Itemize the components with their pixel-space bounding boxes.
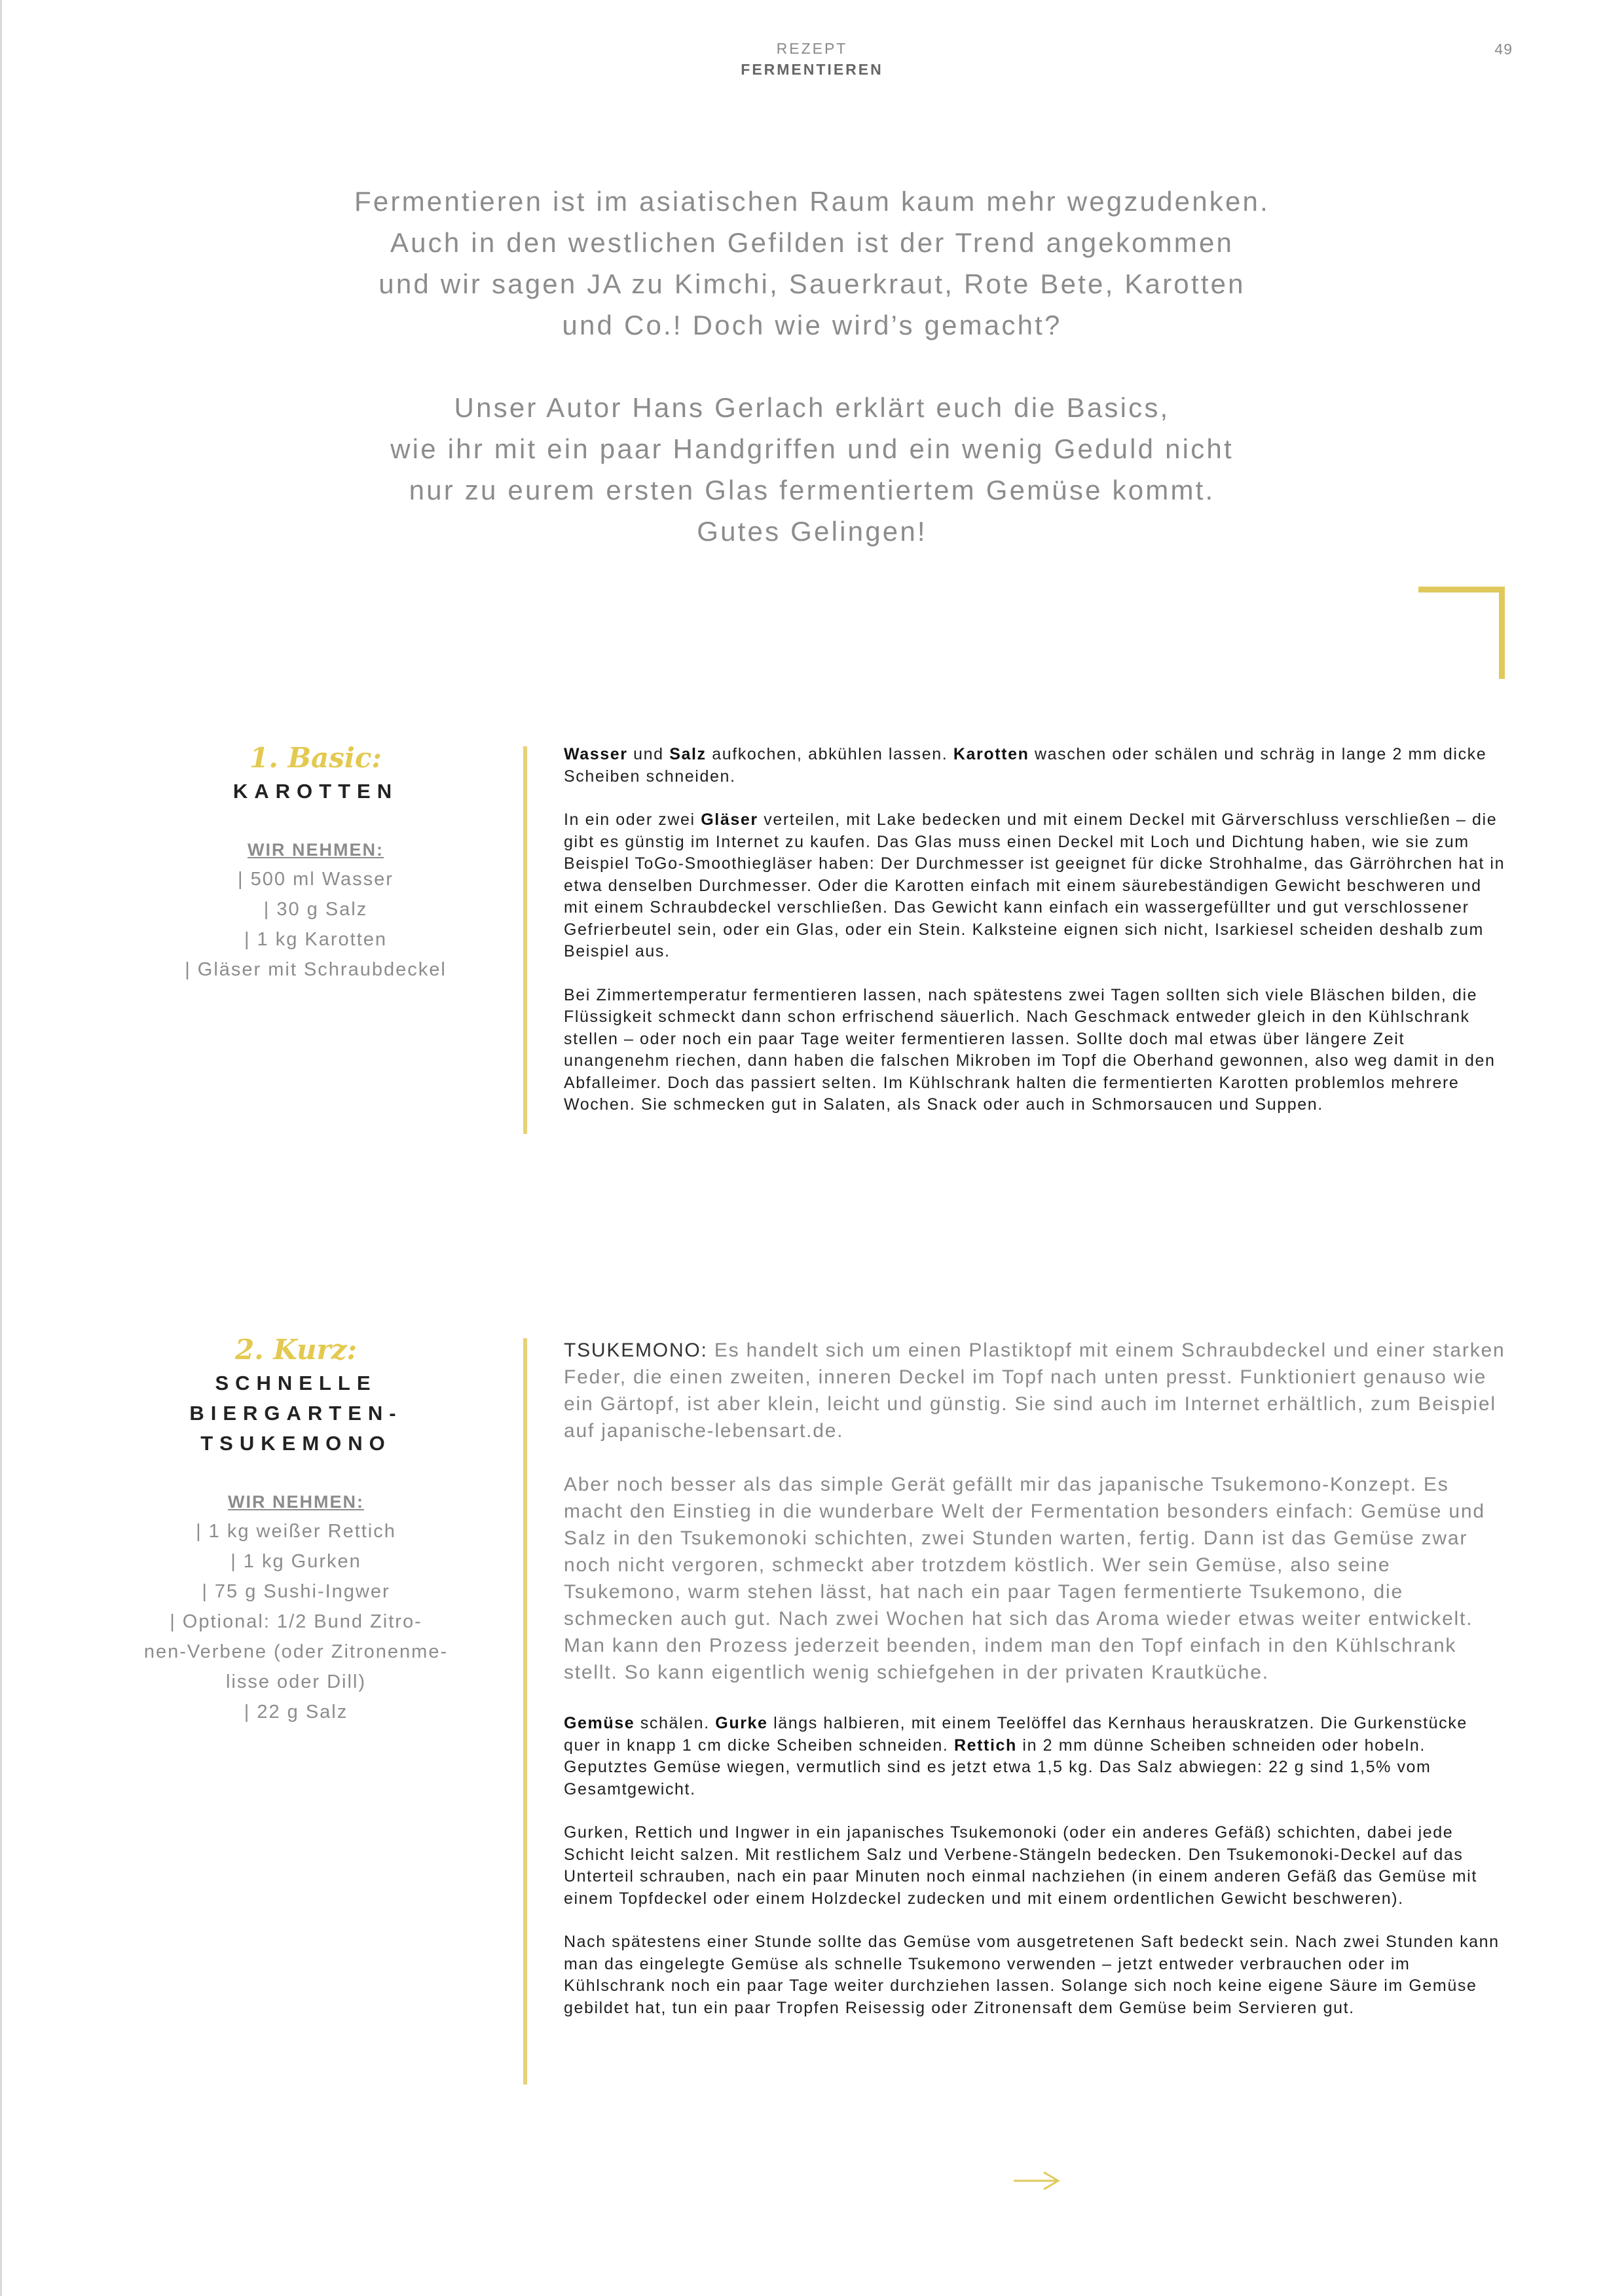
intro-line: wie ihr mit ein paar Handgriffen und ein wenig Geduld nicht [390,433,1234,464]
recipe-1-script-label: 1. Basic: [249,742,382,774]
recipe-2-intro-2: Aber noch besser als das simple Gerät gefällt mir das japanische Tsukemono-Konzept. Es macht den Einstieg in die wunderbare Welt der Fermentation besonders einfach: Gemüse und Salz in den Tsukemonoki schichten, zwei Stunden warten, fertig. Dann ist das Gemüse zwar noch nicht vergoren, schmeckt aber trotzdem köstlich. Wer sein Gemüse, also seine Tsukemono, warm stehen lässt, hat nach ein paar Tagen fermentierte Tsukemono, die schmecken auch gut. Nach zwei Wochen hat sich das Aroma wieder etwas weiter entwickelt. Man kann den Prozess jederzeit beenden, indem man den Topf einfach in den Kühlschrank stellt. So kann eigentlich wenig schiefgehen in der privaten Krautküche. [564,1474,1485,1683]
ingredient-item: | Gläser mit Schraubdeckel [185,959,447,980]
header-kicker: REZEPT [776,40,848,57]
recipe-2-step-2: Gurken, Rettich und Ingwer in ein japanisches Tsukemonoki (oder ein anderes Gefäß) schichten, dabei jede Schicht leicht salzen. Mit restlichem Salz und Verbene-Stängeln bedecken. Den Tsukemonoki-Deckel auf das Unterteil schrauben, nach ein paar Minuten noch einmal nachziehen (in einem anderen Gefäß das Gemüse mit einem Topfdeckel oder einem Holzdeckel zudecken und mit einem ordentlichen Gewicht beschweren). [564,1823,1477,1908]
text-run: In ein oder zwei [564,811,701,829]
page-number: 49 [1494,41,1513,58]
recipe-2-sidebar [126,1332,466,1727]
ingredient-item: | 30 g Salz [263,899,368,920]
ingredient-item: nen-Verbene (oder Zitronenme- [143,1641,449,1662]
recipe-2-instructions [564,1337,1507,2041]
intro-line: Fermentieren ist im asiatischen Raum kaum mehr wegzudenken. [354,186,1270,217]
bold-term: Karotten [953,745,1029,763]
text-run: schälen. [635,1714,716,1732]
recipe-2-title-line: SCHNELLE [215,1372,377,1394]
header-section: FERMENTIEREN [741,61,883,78]
intro-line: Unser Autor Hans Gerlach erklärt euch die Basics, [454,392,1170,423]
ingredient-item: | Optional: 1/2 Bund Zitro- [170,1611,422,1632]
recipe-1-title: KAROTTEN [232,780,399,803]
recipe-1-step-3: Bei Zimmertemperatur fermentieren lassen, nach spätestens zwei Tagen sollten sich viele Bläschen bilden, die Flüssigkeit schmeckt dann schon erfrischend säuerlich. Nach Geschmack entweder gleich in den Kühlschrank stellen – oder noch ein paar Tage weiter fermentieren lassen. Sollte doch mal etwas über längere Zeit unangenehm riechen, dann haben die falschen Mikroben im Topf die Oberhand gewonnen, also weg damit in den Abfalleimer. Doch das passiert selten. Im Kühlschrank halten die fermentierten Karotten problemlos mehrere Wochen. Sie schmecken gut in Salaten, als Snack oder auch in Schmorsaucen und Suppen. [564,985,1496,1114]
bold-term: Rettich [953,1736,1017,1755]
lead-term: TSUKEMONO: [564,1339,708,1361]
recipe-1-ingredients-heading: WIR NEHMEN: [248,840,384,860]
recipe-1-divider-line [523,746,527,1134]
intro-paragraph-2 [236,387,1388,552]
ingredient-item: | 500 ml Wasser [238,869,394,890]
text-run: längs halbieren, mit einem Teelöffel das Kernhaus herauskratzen. Die Gurkenstücke quer in knapp 1 cm dicke Scheiben schneiden. [564,1714,1467,1755]
text-run: aufkochen, abkühlen lassen. [706,745,953,763]
recipe-1-step-2 [564,809,1507,963]
recipe-2-title-line: BIERGARTEN- [189,1402,403,1425]
recipe-2-step-1 [564,1713,1507,1800]
recipe-2-intro-1 [564,1337,1507,1444]
recipe-2-step-3: Nach spätestens einer Stunde sollte das Gemüse vom ausgetretenen Saft bedeckt sein. Nach zwei Stunden kann man das eingelegte Gemüse als schnelle Tsukemono verwenden – jetzt entweder verbrauchen oder im Kühlschrank noch ein paar Tage weiter durchziehen lassen. Solange sich noch keine eigene Säure im Gemüse gebildet hat, tun ein paar Tropfen Reisessig oder Zitronensaft dem Gemüse beim Servieren gut. [564,1933,1500,2017]
intro-line: nur zu eurem ersten Glas fermentiertem Gemüse kommt. [409,475,1215,505]
ingredient-item: lisse oder Dill) [225,1671,367,1692]
bold-term: Gemüse [564,1714,635,1732]
page-header [0,38,1624,80]
intro-line: und wir sagen JA zu Kimchi, Sauerkraut, Rote Bete, Karotten [378,268,1246,299]
text-run: und [627,745,670,763]
ingredient-item: | 1 kg Karotten [244,929,388,950]
text-run: waschen oder schälen und schräg in lange 2 mm dicke Scheiben schneiden. [564,745,1487,786]
intro-line: Auch in den westlichen Gefilden ist der Trend angekommen [390,227,1234,258]
ingredient-item: | 1 kg Gurken [231,1551,361,1572]
intro-line: und Co.! Doch wie wird’s gemacht? [562,310,1062,340]
corner-bracket-decoration [1418,587,1505,679]
text-run: in 2 mm dünne Scheiben schneiden oder hobeln. Geputztes Gemüse wiegen, vermutlich sind es jetzt etwa 1,5 kg. Das Salz abwiegen: 22 g sind 1,5% vom Gesamtgewicht. [564,1736,1431,1798]
ingredient-item: | 1 kg weißer Rettich [196,1521,396,1542]
text-run: Es handelt sich um einen Plastiktopf mit einem Schraubdeckel und einer starken Feder, die einen zweiten, inneren Deckel im Topf nach unten presst. Funktioniert genauso wie ein Gärtopf, ist aber klein, leicht und günstig. Sie sind auch im Internet erhältlich, zum Beispiel auf japanische-lebensart.de. [564,1339,1505,1442]
bold-term: Gläser [701,811,758,829]
recipe-2-title-line: TSUKEMONO [200,1432,392,1455]
recipe-2-script-label: 2. Kurz: [234,1334,358,1366]
intro-text [236,181,1388,593]
recipe-2-ingredients-heading: WIR NEHMEN: [228,1492,364,1512]
recipe-1-sidebar [145,740,486,985]
bold-term: Salz [669,745,707,763]
intro-paragraph-1 [236,181,1388,346]
recipe-1-ingredient-list [145,864,486,985]
page-edge [0,0,2,2296]
arrow-right-icon[interactable] [1014,2171,1060,2191]
ingredient-item: | 75 g Sushi-Ingwer [202,1581,390,1602]
intro-line: Gutes Gelingen! [697,516,927,547]
bold-term: Wasser [564,745,628,763]
text-run: verteilen, mit Lake bedecken und mit einem Deckel mit Gärverschluss verschließen – die gibt es günstig im Internet zu kaufen. Das Glas muss einen Deckel mit Loch und Dichtung haben, wie sie zum Beispiel ToGo-Smoothiegläser haben: Der Durchmesser ist geeignet für dicke Strohhalme, das Gärröhrchen hat in etwa denselben Durchmesser. Oder die Karotten einfach mit einem säurebeständigen Gewicht beschweren und mit einem Schraubdeckel verschließen. Das Gewicht kann einfach ein wassergefüllter und gut verschlossener Gefrierbeutel sein, oder ein Glas, oder ein Stein. Kalksteine eignen sich nicht, Isarkiesel scheiden deshalb zum Beispiel aus. [564,811,1505,960]
bold-term: Gurke [715,1714,768,1732]
recipe-1-step-1 [564,744,1507,788]
recipe-2-divider-line [523,1338,527,2085]
recipe-1-instructions [564,744,1507,1138]
ingredient-item: | 22 g Salz [244,1702,348,1722]
recipe-2-ingredient-list [126,1516,466,1727]
